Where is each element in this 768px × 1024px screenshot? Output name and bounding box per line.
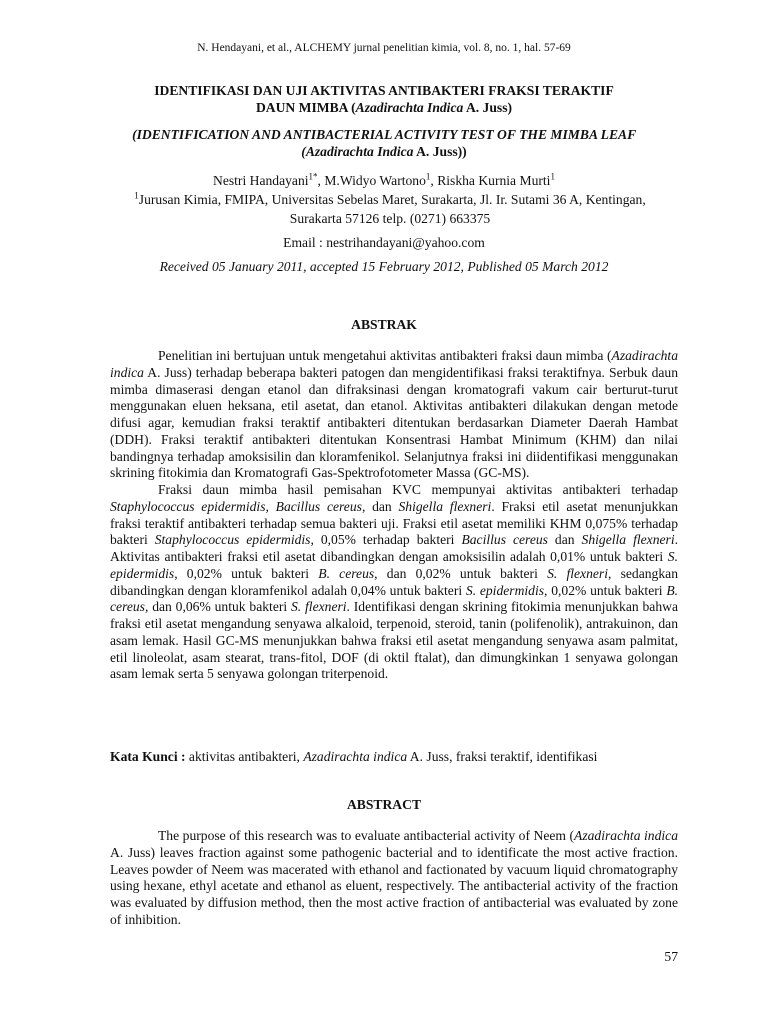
keywords-line: Kata Kunci : aktivitas antibakteri, Azadirachta indica A. Juss, fraksi teraktif, identifikasi [110,749,598,764]
page-number: 57 [664,949,678,964]
author-list: Nestri Handayani$^{1*}$, M.Widyo Wartono$^1$, Riskha Kurnia Murti$^1$ [213,171,555,188]
abstrak-heading: ABSTRAK [351,317,417,332]
affiliation: $^1$Jurusan Kimia, FMIPA, Universitas Sebelas Maret, Surakarta, Jl. Ir. Sutami 36 A, Kentingan, Surakarta 57126 telp. (0271) 663375 [134,190,646,226]
abstract-body [110,828,678,929]
abstrak-body [110,348,678,683]
title-line-2: DAUN MIMBA (Azadirachta Indica A. Juss) [255,100,513,115]
author-email: Email : nestrihandayani@yahoo.com [283,235,485,250]
abstract-paragraph-1: The purpose of this research was to evaluate antibacterial activity of Neem (Azadirachta indica A. Juss) leaves fraction against some pathogenic bacterial and to identificate the most active fraction. Leaves powder of Neem was macerated with ethanol and factionated by vacuum liquid chromatography using hexane, ethyl acetate and ethanol as eluent, respectively. The antibacterial activity of the fraction was evaluated by diffusion method, then the most active fraction of antibacterial was evaluated by zone of inhibition. [110,828,678,927]
abstrak-paragraph-1: Penelitian ini bertujuan untuk mengetahui aktivitas antibakteri fraksi daun mimba (Azadirachta indica A. Juss) terhadap beberapa bakteri patogen dan mengidentifikasi fraksi teraktifnya. Serbuk daun mimba dimaserasi dengan etanol dan difraksinasi dengan kromatografi vakum cair berturut-turut menggunakan eluen heksana, etil asetat, dan etanol. Aktivitas antibakteri dilakukan dengan metode difusi agar, kemudian fraksi teraktif antibakteri ditentukan berdasarkan Diameter Daerah Hambat (DDH). Fraksi teraktif antibakteri ditentukan Konsentrasi Hambat Minimum (KHM) dan nilai bandingnya terhadap amoksisilin dan kloramfenikol. Selanjutnya fraksi ini diidentifikasi menggunakan skrining fitokimia dan Kromatografi Gas-Spektrofotometer Massa (GC-MS). [110,348,678,481]
paper-title-indonesian [110,82,658,116]
keywords-label: Kata Kunci : [110,749,186,764]
title-line-1: IDENTIFIKASI DAN UJI AKTIVITAS ANTIBAKTERI FRAKSI TERAKTIF [154,83,614,98]
abstract-heading: ABSTRACT [346,797,422,812]
abstrak-paragraph-2: Fraksi daun mimba hasil pemisahan KVC mempunyai aktivitas antibakteri terhadap Staphylococcus epidermidis, Bacillus cereus, dan Shigella flexneri. Fraksi etil asetat menunjukkan fraksi teraktif antibakteri terhadap semua bakteri uji. Fraksi etil asetat memiliki KHM 0,075% terhadap bakteri Staphylococcus epidermidis, 0,05% terhadap bakteri Bacillus cereus dan Shigella flexneri. Aktivitas antibakteri fraksi etil asetat dibandingkan dengan amoksisilin adalah 0,01% untuk bakteri S. epidermidis, 0,02% untuk bakteri B. cereus, dan 0,02% untuk bakteri S. flexneri, sedangkan dibandingkan dengan kloramfenikol adalah 0,04% untuk bakteri S. epidermidis, 0,02% untuk bakteri B. cereus, dan 0,06% untuk bakteri S. flexneri. Identifikasi dengan skrining fitokimia menunjukkan bahwa fraksi etil asetat mengandung senyawa alkaloid, terpenoid, steroid, tanin (polifenolik), antrakuinon, dan asam lemak. Hasil GC-MS menunjukkan bahwa fraksi etil asetat mengandung senyawa asam palmitat, etil linoleolat, asam stearat, trans-fitol, DOF (di oktil ftalat), dan dimungkinkan 1 senyawa golongan asam lemak serta 5 senyawa golongan triterpenoid. [110,482,679,682]
running-header: N. Hendayani, et al., ALCHEMY jurnal penelitian kimia, vol. 8, no. 1, hal. 57-69 [197,42,571,54]
paper-title-english: (IDENTIFICATION AND ANTIBACTERIAL ACTIVITY TEST OF THE MIMBA LEAF (Azadirachta Indica A. Juss)) [132,127,636,159]
publication-dates: Received 05 January 2011, accepted 15 February 2012, Published 05 March 2012 [159,259,609,274]
